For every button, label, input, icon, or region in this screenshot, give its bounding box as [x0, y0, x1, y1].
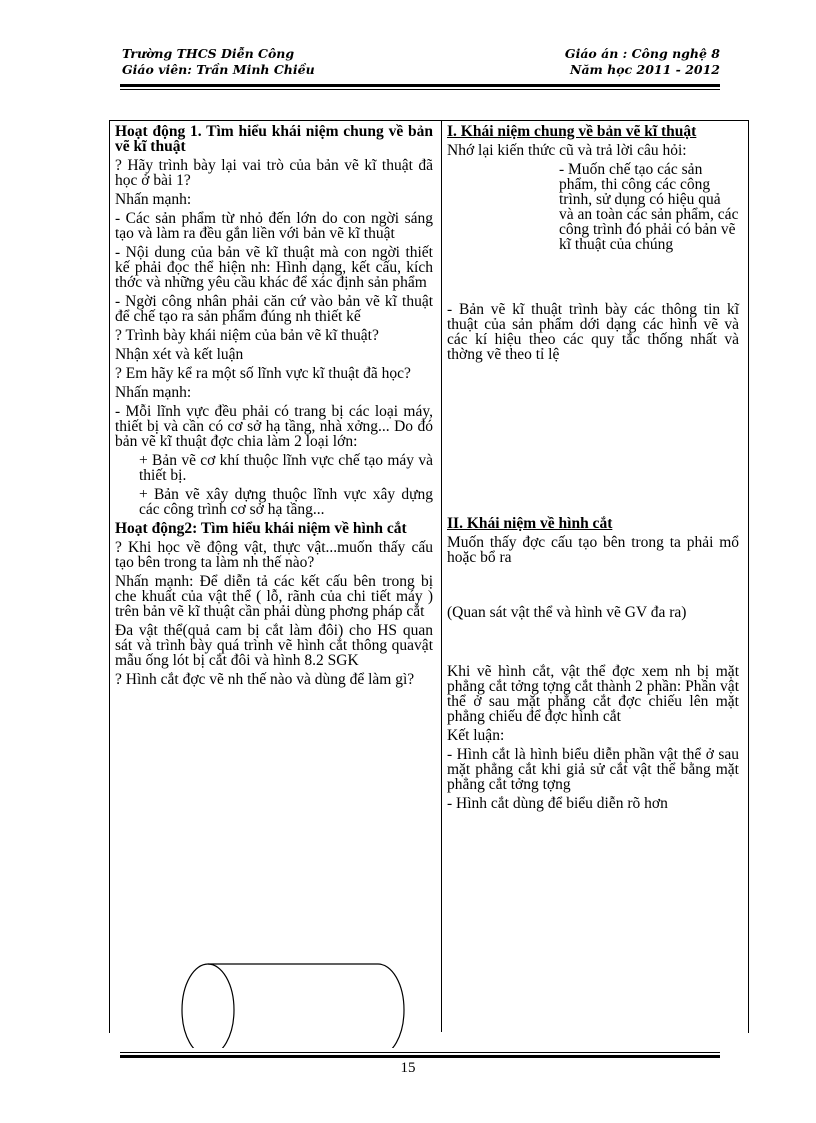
answer-block: - Muốn chế tạo các sản phẩm, thi công các công trình, sử dụng có hiệu quả và an toàn các sản phẩm, các công trình đó phải có bản vẽ kĩ thuật của chúng: [559, 161, 739, 253]
paragraph: - Bản vẽ kĩ thuật trình bày các thông tin kĩ thuật của sản phẩm dới dạng các hình vẽ và các kí hiệu theo các quy tắc thống nhất và thờng vẽ theo tỉ lệ: [447, 301, 739, 363]
paragraph: - Mỗi lĩnh vực đều phải có trang bị các loại máy, thiết bị và cần có cơ sở hạ tầng, nhà xởng... Do đó bản vẽ kĩ thuật đợc chia làm 2 loại lớn:: [115, 403, 433, 450]
teacher-name: Giáo viên: Trần Minh Chiều: [122, 62, 315, 77]
header-rule: [120, 84, 720, 87]
section-2-heading: II. Khái niệm về hình cắt: [447, 515, 613, 532]
question: ? Hãy trình bày lại vai trò của bản vẽ kĩ thuật đã học ở bài 1?: [115, 157, 433, 189]
emphasis-label: Nhấn mạnh:: [115, 384, 192, 401]
column-divider: [441, 120, 442, 1032]
conclusion-label: Kết luận:: [447, 727, 505, 744]
school-name: Trường THCS Diễn Công: [122, 46, 295, 61]
page-header-left: [122, 46, 315, 78]
list-item: + Bản vẽ cơ khí thuộc lĩnh vực chế tạo máy và thiết bị.: [139, 452, 433, 484]
paragraph: Nhớ lại kiến thức cũ và trả lời câu hỏi:: [447, 142, 687, 159]
paragraph: (Quan sát vật thể và hình vẽ GV đa ra): [447, 604, 687, 621]
footer-rule: [120, 1055, 720, 1058]
paragraph: Nhấn mạnh: Để diễn tả các kết cấu bên trong bị che khuất của vật thể ( lỗ, rãnh của chi tiết máy ) trên bản vẽ kĩ thuật cần phải dùng phơng pháp cắt: [115, 573, 433, 620]
emphasis-label: Nhấn mạnh:: [115, 191, 192, 208]
question: ? Trình bày khái niệm của bản vẽ kĩ thuật?: [115, 327, 379, 344]
question: ? Em hãy kể ra một số lĩnh vực kĩ thuật đã học?: [115, 365, 411, 382]
list-item: + Bản vẽ xây dựng thuộc lĩnh vực xây dựng các công trình cơ sở hạ tầng...: [139, 486, 433, 518]
school-year: Năm học 2011 - 2012: [570, 62, 720, 77]
paragraph: - Hình cắt là hình biểu diễn phần vật thể ở sau mặt phẳng cắt khi giả sử cắt vật thể bằng mặt phẳng cắt tởng tợng: [447, 746, 739, 793]
activity-1-heading: Hoạt động 1. Tìm hiểu khái niệm chung về bản vẽ kĩ thuật: [115, 123, 433, 155]
paragraph: Đa vật thể(quả cam bị cắt làm đôi) cho HS quan sát và trình bày quá trình vẽ hình cắt thông quavật mẫu ống lót bị cắt đôi và hình 8.2 SGK: [115, 622, 433, 669]
paragraph: Nhận xét và kết luận: [115, 346, 244, 363]
cylinder-drawing: [180, 958, 420, 1048]
question: ? Khi học về động vật, thực vật...muốn thấy cấu tạo bên trong ta làm nh thế nào?: [115, 539, 433, 571]
subject-name: Giáo án : Công nghệ 8: [564, 46, 720, 61]
footer-rule-thin: [120, 1052, 720, 1053]
cylinder-body: [208, 964, 404, 1048]
cylinder-left-end: [182, 964, 234, 1048]
paragraph: - Các sản phẩm từ nhỏ đến lớn do con ngời sáng tạo và làm ra đều gắn liền với bản vẽ kĩ thuật: [115, 210, 433, 242]
page-number: 15: [400, 1060, 416, 1076]
paragraph: - Hình cắt dùng để biểu diễn rõ hơn: [447, 795, 668, 812]
header-rule-thin: [120, 89, 720, 90]
content-column: [447, 124, 739, 815]
paragraph: - Ngời công nhân phải căn cứ vào bản vẽ kĩ thuật để chế tạo ra sản phẩm đúng nh thiết kế: [115, 293, 433, 325]
section-1-heading: I. Khái niệm chung về bản vẽ kĩ thuật: [447, 123, 697, 140]
page-header-right: [565, 46, 720, 78]
teacher-activities-column: [115, 124, 433, 691]
question: ? Hình cắt đợc vẽ nh thế nào và dùng để làm gì?: [115, 671, 415, 688]
paragraph: - Nội dung của bản vẽ kĩ thuật mà con ngời thiết kế phải đọc thể hiện nh: Hình dạng, kết cấu, kích thớc và những yêu cầu khác để xác định sản phẩm: [115, 244, 433, 291]
paragraph: Khi vẽ hình cắt, vật thể đợc xem nh bị mặt phẳng cắt tởng tợng cắt thành 2 phần: Phần vật thể ở sau mặt phẳng cắt đợc chiếu lên mặt phẳng chiếu để đợc hình cắt: [447, 663, 739, 725]
paragraph: Muốn thấy đợc cấu tạo bên trong ta phải mổ hoặc bổ ra: [447, 534, 739, 566]
activity-2-heading: Hoạt động2: Tìm hiểu khái niệm về hình cắt: [115, 520, 407, 537]
